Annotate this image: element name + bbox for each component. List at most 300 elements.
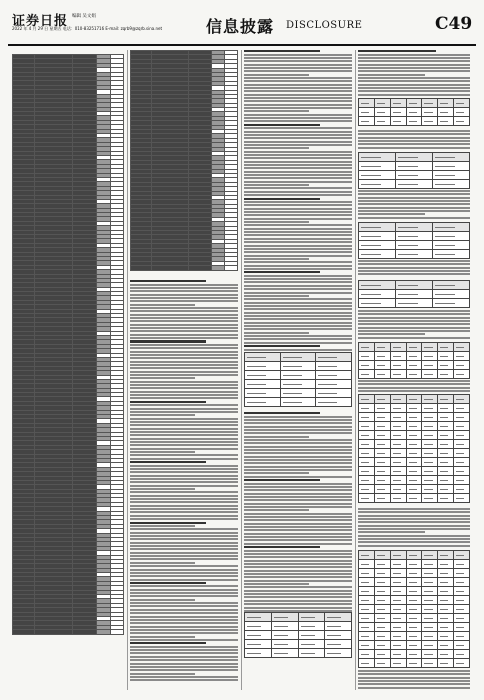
text-line: [244, 117, 352, 119]
text-line: [244, 536, 352, 538]
table-cell: [374, 99, 390, 108]
text-line: [130, 555, 238, 557]
text-line: [130, 525, 195, 527]
text-line: [358, 77, 470, 79]
table-cell: [438, 370, 454, 379]
text-line: [358, 270, 470, 272]
text-line: [244, 151, 352, 153]
body-text: [358, 190, 470, 220]
table-cell: [271, 613, 298, 622]
table-row: [359, 241, 470, 250]
column-4-text-and-tables: [358, 50, 470, 690]
table-row: [359, 659, 470, 668]
text-line: [244, 563, 352, 565]
table-cell: [454, 440, 470, 449]
table-cell: [359, 605, 375, 614]
text-line: [244, 513, 352, 515]
text-line: [358, 541, 470, 543]
text-line: [244, 161, 352, 163]
text-line: [130, 518, 238, 520]
table-cell: [454, 431, 470, 440]
text-line: [244, 187, 352, 189]
table-cell: [390, 560, 406, 569]
table-cell: [406, 352, 422, 361]
table-cell: [406, 494, 422, 503]
table-cell: [396, 299, 433, 308]
table-cell: [280, 353, 316, 362]
text-line: [130, 421, 238, 423]
text-line: [244, 107, 352, 109]
text-line: [130, 397, 238, 399]
table-row: [245, 631, 352, 640]
table-cell: [438, 449, 454, 458]
text-line: [244, 120, 352, 122]
table-cell: [374, 494, 390, 503]
table-cell: [406, 476, 422, 485]
table-cell: [438, 413, 454, 422]
text-line: [244, 566, 352, 568]
table-cell: [359, 587, 375, 596]
table-cell: [454, 108, 470, 117]
text-line: [130, 424, 238, 426]
table-cell: [359, 551, 375, 560]
table-row: [359, 361, 470, 370]
text-line: [244, 80, 352, 82]
table-cell: [188, 266, 212, 270]
text-line: [244, 556, 352, 558]
table-cell: [359, 422, 375, 431]
text-line: [130, 612, 238, 614]
table-cell: [316, 398, 352, 407]
text-line: [130, 501, 238, 503]
table-row: [359, 223, 470, 232]
table-cell: [359, 485, 375, 494]
table-cell: [454, 605, 470, 614]
table-cell: [433, 153, 470, 162]
text-line: [358, 64, 470, 66]
financial-table: [358, 98, 470, 126]
text-line: [244, 228, 352, 230]
text-line: [244, 50, 320, 52]
text-line: [130, 314, 238, 316]
text-line: [358, 147, 470, 149]
text-line: [244, 248, 352, 250]
table-cell: [396, 180, 433, 189]
text-line: [130, 579, 238, 581]
table-cell: [374, 431, 390, 440]
table-cell: [110, 630, 123, 634]
column-divider: [241, 50, 242, 690]
table-cell: [374, 605, 390, 614]
table-row: [359, 623, 470, 632]
table-cell: [422, 587, 438, 596]
table-cell: [390, 623, 406, 632]
table-cell: [433, 299, 470, 308]
table-cell: [245, 649, 272, 658]
table-cell: [406, 623, 422, 632]
table-cell: [359, 614, 375, 623]
text-line: [244, 573, 352, 575]
table-cell: [422, 560, 438, 569]
table-cell: [422, 614, 438, 623]
table-cell: [454, 395, 470, 404]
text-line: [244, 154, 352, 156]
text-line: [244, 449, 352, 451]
table-cell: [422, 476, 438, 485]
text-line: [358, 383, 470, 385]
table-cell: [433, 250, 470, 259]
table-cell: [454, 623, 470, 632]
table-cell: [374, 650, 390, 659]
text-line: [130, 471, 238, 473]
text-line: [130, 461, 206, 463]
table-cell: [374, 485, 390, 494]
text-line: [130, 320, 238, 322]
table-cell: [454, 632, 470, 641]
text-line: [244, 439, 352, 441]
table-cell: [374, 569, 390, 578]
text-line: [358, 84, 470, 86]
table-row: [359, 458, 470, 467]
text-line: [130, 324, 238, 326]
text-line: [244, 305, 352, 307]
table-cell: [396, 250, 433, 259]
table-cell: [422, 395, 438, 404]
text-line: [358, 273, 470, 275]
text-line: [244, 342, 352, 344]
table-cell: [390, 352, 406, 361]
table-cell: [454, 659, 470, 668]
text-line: [244, 596, 352, 598]
text-line: [244, 308, 352, 310]
table-cell: [396, 281, 433, 290]
text-line: [130, 602, 238, 604]
text-line: [244, 84, 352, 86]
text-line: [244, 459, 352, 461]
table-cell: [396, 153, 433, 162]
table-cell: [374, 467, 390, 476]
table-cell: [396, 171, 433, 180]
table-cell: [374, 641, 390, 650]
table-cell: [245, 371, 281, 380]
text-line: [130, 619, 238, 621]
table-row: [245, 398, 352, 407]
text-line: [130, 589, 238, 591]
text-line: [244, 268, 352, 270]
table-row: [359, 180, 470, 189]
table-cell: [406, 440, 422, 449]
text-line: [244, 60, 352, 62]
table-cell: [374, 458, 390, 467]
text-line: [358, 687, 470, 689]
text-line: [130, 676, 238, 678]
text-line: [244, 489, 352, 491]
table-cell: [374, 440, 390, 449]
financial-table: [358, 222, 470, 259]
text-line: [244, 271, 320, 273]
text-line: [358, 683, 470, 685]
text-line: [130, 465, 238, 467]
text-line: [130, 636, 195, 638]
text-line: [244, 412, 320, 414]
text-line: [244, 167, 352, 169]
text-line: [130, 337, 238, 339]
text-line: [244, 422, 352, 424]
table-cell: [422, 108, 438, 117]
text-line: [130, 340, 206, 342]
text-line: [244, 328, 352, 330]
text-line: [358, 217, 470, 219]
table-cell: [406, 361, 422, 370]
table-cell: [406, 343, 422, 352]
table-cell: [406, 108, 422, 117]
text-line: [130, 414, 195, 416]
text-line: [244, 466, 352, 468]
table-row: [245, 380, 352, 389]
table-cell: [245, 362, 281, 371]
text-line: [358, 267, 470, 269]
table-cell: [454, 476, 470, 485]
text-line: [244, 137, 352, 139]
text-line: [244, 452, 352, 454]
text-line: [358, 140, 470, 142]
text-line: [244, 74, 309, 76]
table-row: [359, 641, 470, 650]
table-cell: [433, 162, 470, 171]
table-cell: [245, 389, 281, 398]
table-cell: [359, 440, 375, 449]
text-line: [130, 585, 238, 587]
table-cell: [359, 494, 375, 503]
table-cell: [359, 162, 396, 171]
table-cell: [438, 578, 454, 587]
table-row: [359, 395, 470, 404]
text-line: [358, 190, 470, 192]
table-cell: [438, 431, 454, 440]
table-cell: [325, 613, 352, 622]
table-cell: [374, 343, 390, 352]
text-line: [130, 582, 206, 584]
table-cell: [374, 578, 390, 587]
table-cell: [374, 422, 390, 431]
table-cell: [438, 422, 454, 431]
text-line: [358, 387, 470, 389]
table-cell: [359, 352, 375, 361]
table-cell: [422, 632, 438, 641]
text-line: [244, 349, 352, 351]
table-cell: [438, 494, 454, 503]
text-line: [130, 642, 206, 644]
table-cell: [454, 596, 470, 605]
text-line: [244, 523, 352, 525]
table-cell: [454, 578, 470, 587]
text-line: [244, 191, 352, 193]
table-cell: [406, 449, 422, 458]
text-line: [130, 367, 238, 369]
text-line: [244, 302, 352, 304]
table-cell: [454, 494, 470, 503]
text-line: [130, 673, 195, 675]
table-cell: [374, 370, 390, 379]
text-line: [130, 387, 238, 389]
table-cell: [390, 569, 406, 578]
text-line: [130, 310, 238, 312]
table-cell: [390, 440, 406, 449]
text-line: [130, 381, 238, 383]
text-line: [244, 600, 352, 602]
text-line: [244, 509, 309, 511]
table-cell: [374, 117, 390, 126]
table-cell: [406, 578, 422, 587]
table-cell: [390, 476, 406, 485]
table-cell: [298, 631, 325, 640]
text-line: [130, 538, 238, 540]
table-cell: [390, 641, 406, 650]
text-line: [130, 666, 238, 668]
table-row: [359, 153, 470, 162]
text-line: [244, 261, 352, 263]
table-cell: [406, 560, 422, 569]
text-line: [358, 50, 436, 52]
text-line: [130, 491, 238, 493]
text-line: [244, 218, 352, 220]
table-cell: [390, 596, 406, 605]
table-cell: [390, 370, 406, 379]
text-line: [130, 361, 238, 363]
text-line: [244, 201, 352, 203]
table-cell: [390, 485, 406, 494]
text-line: [244, 64, 352, 66]
table-cell: [422, 458, 438, 467]
financial-table: [358, 280, 470, 308]
text-line: [358, 130, 470, 132]
text-line: [358, 528, 470, 530]
text-line: [130, 605, 238, 607]
text-line: [358, 137, 470, 139]
text-line: [244, 432, 352, 434]
text-line: [244, 576, 352, 578]
table-cell: [422, 99, 438, 108]
text-line: [244, 134, 352, 136]
text-line: [244, 493, 352, 495]
table-cell: [374, 108, 390, 117]
table-row: [359, 440, 470, 449]
table-cell: [422, 485, 438, 494]
table-cell: [422, 641, 438, 650]
table-cell: [390, 395, 406, 404]
table-cell: [454, 641, 470, 650]
table-cell: [325, 631, 352, 640]
body-text: [358, 260, 470, 277]
table-cell: [438, 614, 454, 623]
text-line: [130, 488, 195, 490]
table-cell: [245, 631, 272, 640]
text-line: [130, 669, 238, 671]
text-line: [244, 147, 309, 149]
text-line: [244, 114, 352, 116]
text-line: [244, 104, 352, 106]
table-cell: [390, 108, 406, 117]
table-cell: [152, 266, 188, 270]
table-cell: [438, 440, 454, 449]
table-row: [359, 413, 470, 422]
table-cell: [433, 223, 470, 232]
text-line: [244, 255, 352, 257]
text-line: [358, 511, 470, 513]
table-cell: [454, 99, 470, 108]
body-text: [358, 50, 470, 97]
table-cell: [390, 117, 406, 126]
text-line: [358, 380, 470, 382]
text-line: [244, 335, 352, 337]
body-text: [358, 508, 470, 548]
text-line: [244, 292, 352, 294]
text-line: [130, 649, 238, 651]
table-cell: [390, 431, 406, 440]
text-line: [358, 263, 470, 265]
text-line: [244, 204, 352, 206]
text-line: [244, 312, 352, 314]
text-line: [130, 558, 238, 560]
text-line: [358, 207, 470, 209]
text-line: [244, 550, 352, 552]
text-line: [130, 495, 238, 497]
text-line: [130, 418, 238, 420]
table-cell: [390, 659, 406, 668]
table-cell: [438, 587, 454, 596]
text-line: [130, 609, 238, 611]
table-cell: [97, 630, 110, 634]
table-row: [359, 117, 470, 126]
disclosure-table: [130, 50, 238, 271]
table-cell: [454, 449, 470, 458]
text-line: [244, 265, 352, 267]
table-cell: [359, 623, 375, 632]
table-cell: [422, 343, 438, 352]
text-line: [130, 562, 195, 564]
table-row: [245, 613, 352, 622]
table-cell: [422, 623, 438, 632]
table-row: [359, 467, 470, 476]
financial-table: [358, 550, 470, 668]
table-cell: [374, 560, 390, 569]
table-cell: [359, 458, 375, 467]
table-cell: [359, 578, 375, 587]
table-row: [359, 578, 470, 587]
table-cell: [422, 361, 438, 370]
text-line: [130, 508, 238, 510]
table-cell: [454, 352, 470, 361]
table-cell: [396, 290, 433, 299]
table-cell: [359, 108, 375, 117]
table-cell: [406, 632, 422, 641]
table-cell: [280, 371, 316, 380]
table-cell: [72, 630, 96, 634]
text-line: [130, 354, 238, 356]
text-line: [130, 548, 238, 550]
text-line: [244, 462, 352, 464]
text-line: [130, 528, 238, 530]
table-cell: [374, 395, 390, 404]
table-cell: [422, 467, 438, 476]
text-line: [244, 416, 352, 418]
text-line: [244, 446, 352, 448]
text-line: [130, 448, 238, 450]
table-cell: [422, 596, 438, 605]
text-line: [358, 508, 470, 510]
table-cell: [359, 153, 396, 162]
text-line: [244, 141, 352, 143]
